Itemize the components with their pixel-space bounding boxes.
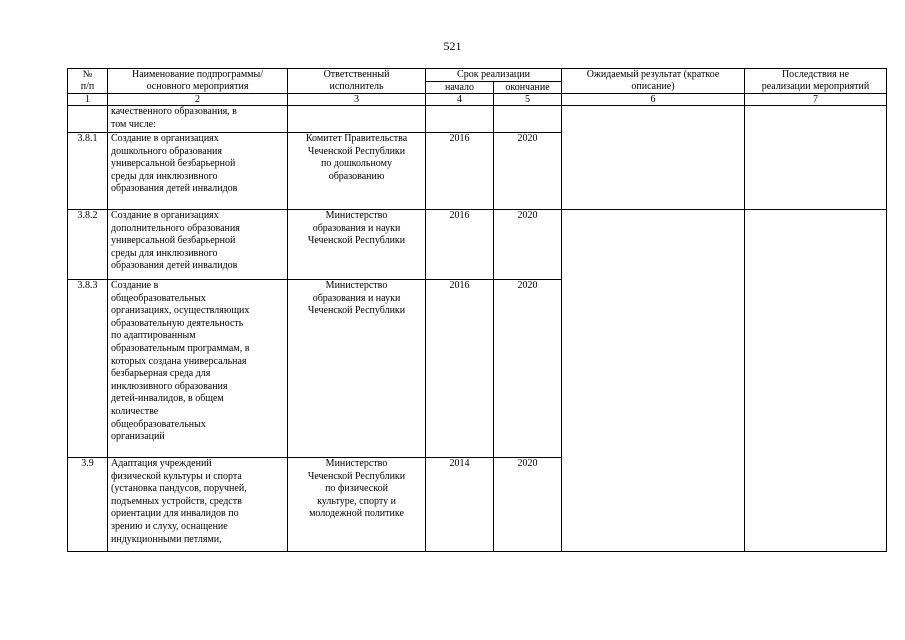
row-result [562,106,745,210]
column-number: 3 [288,94,426,106]
row-executor: Комитет Правительства Чеченской Республики по дошкольному образованию [288,133,426,210]
header-row [68,69,887,82]
header-number: № п/п [68,69,108,94]
column-number: 5 [494,94,562,106]
continuation-row [68,106,887,133]
measures-table [67,68,887,552]
row-executor [288,106,426,133]
header-executor: Ответственный исполнитель [288,69,426,94]
row-consequences [745,210,887,552]
row-result [562,210,745,552]
header-name: Наименование подпрограммы/ основного мероприятия [108,69,288,94]
row-consequences [745,106,887,210]
row-name: Создание в организациях дополнительного образования универсальной безбарьерной среды для инклюзивного образования детей инвалидов [108,210,288,280]
row-number: 3.8.2 [68,210,108,280]
table-row [68,210,887,280]
row-executor: Министерство Чеченской Республики по физической культуре, спорту и молодежной политике [288,458,426,552]
row-start: 2014 [426,458,494,552]
row-number: 3.8.3 [68,280,108,458]
row-start [426,106,494,133]
continuation-text: качественного образования, в том числе: [108,106,288,133]
header-end: окончание [494,81,562,94]
row-number: 3.8.1 [68,133,108,210]
row-start: 2016 [426,133,494,210]
header-start: начало [426,81,494,94]
row-end [494,106,562,133]
row-name: Создание в общеобразовательных организациях, осуществляющих образовательную деятельность по адаптированным образовательным программам, в которых создана универсальная безбарьерная среда для инклюзивного образования детей-инвалидов, в общем количестве общеобразовательных организаций [108,280,288,458]
row-end: 2020 [494,210,562,280]
row-name: Адаптация учреждений физической культуры и спорта (установка пандусов, поручней, подъемных устройств, средств ориентации для инвалидов по зрению и слуху, оснащение индукционными петлями, [108,458,288,552]
page-number: 521 [443,39,462,53]
column-number: 1 [68,94,108,106]
row-executor: Министерство образования и науки Чеченской Республики [288,210,426,280]
column-number: 7 [745,94,887,106]
header-period: Срок реализации [426,69,562,82]
row-end: 2020 [494,458,562,552]
row-start: 2016 [426,280,494,458]
row-start: 2016 [426,210,494,280]
column-number: 6 [562,94,745,106]
row-number: 3.9 [68,458,108,552]
row-executor: Министерство образования и науки Чеченской Республики [288,280,426,458]
row-name: Создание в организациях дошкольного образования универсальной безбарьерной среды для инклюзивного образования детей инвалидов [108,133,288,210]
header-result: Ожидаемый результат (краткое описание) [562,69,745,94]
row-end: 2020 [494,133,562,210]
column-number: 4 [426,94,494,106]
column-number-row [68,94,887,106]
row-end: 2020 [494,280,562,458]
row-number [68,106,108,133]
header-consequences: Последствия не реализации мероприятий [745,69,887,94]
column-number: 2 [108,94,288,106]
